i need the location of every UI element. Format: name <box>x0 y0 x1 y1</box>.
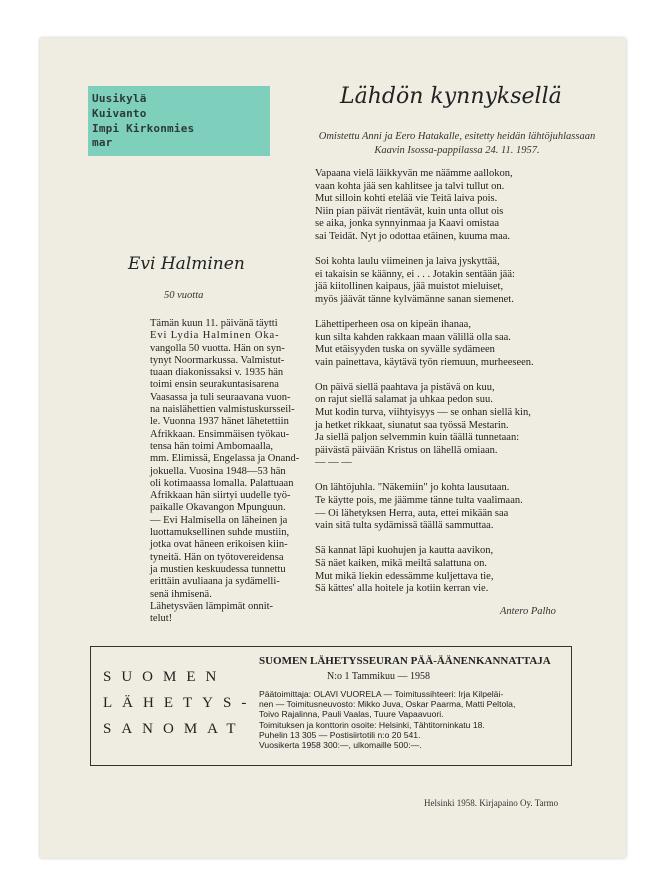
article-line: toimi ensin seurakuntasisarena <box>150 379 279 391</box>
poem-title: Lähdön kynnyksellä <box>340 84 562 109</box>
poem-line: jää kiitollinen kaipaus, jää muistot mieluiset, <box>315 281 504 293</box>
poem-line: Mut mikä liekin edessämme kuljettava tie, <box>315 570 494 582</box>
masthead-info-line: Puhelin 13 305 — Postisiirtotili n:o 20 541. <box>259 729 421 740</box>
masthead-name-line: LÄHETYS- <box>103 695 257 711</box>
article-line: jotka ovat häneen erikoisen kiin- <box>150 539 288 551</box>
printer-footer: Helsinki 1958. Kirjapaino Oy. Tarmo <box>424 798 559 808</box>
masthead-name-line: SUOMEN <box>103 669 227 685</box>
article-line: vangolla 50 vuotta. Hän on syn- <box>150 342 285 354</box>
poem-line: On lähtöjuhla. "Näkemiin" jo kohta lausutaan. <box>315 482 510 494</box>
poem-line: Mut silloin kohti etelää vie Teitä laiva pois. <box>315 193 498 205</box>
poem-line: Sä näet kaiken, mikä meiltä salattuna on. <box>315 557 488 569</box>
poem-line: Mut kodin turva, viihtyisyys — se onhan siellä kin, <box>315 407 531 418</box>
poem-line: myös jäävät tänne kylvämänne sanan siemenet. <box>315 293 514 305</box>
poem-line: Vapaana vielä läikkyvän me näämme aallokon, <box>315 168 513 179</box>
poem-stanza <box>315 545 615 595</box>
poem-line: Niin pian päivät rientävät, kuin unta ollut ois <box>315 205 504 217</box>
poem-line: sai Teidät. Nyt jo odottaa etäinen, kuuma maa. <box>315 230 511 242</box>
address-line: Impi Kirkonmies <box>92 122 195 135</box>
article-line: telut! <box>150 613 173 625</box>
poem-line: On päivä siellä paahtava ja pistävä on kuu, <box>315 381 495 393</box>
article-line: Vaasassa ja tuli seuraavana vuon- <box>150 391 291 403</box>
masthead-issue: N:o 1 Tammikuu — 1958 <box>327 671 431 682</box>
poem-body <box>315 168 615 608</box>
poem-stanza <box>315 256 615 306</box>
article-line: tensa hän toimi Ambomaalla, <box>150 440 274 452</box>
article-line: Afrikkaan hän siirtyi uudelle työ- <box>150 490 291 502</box>
poem-line: kun silta kahden rakkaan maan välillä olla saa. <box>315 331 511 343</box>
poem-line: Lähettiperheen osa on kipeän ihanaa, <box>315 318 471 330</box>
article-line: Afrikkaan. Ensimmäisen työkau- <box>150 428 290 440</box>
poem-line: ei takaisin se käänny, ei . . . Jotakin sentään jää: <box>315 268 515 280</box>
article-line: ja mustien keskuudessa tunnettu <box>150 563 286 575</box>
poem-line: Mut etäisyyden tuska on syvälle sydämeen <box>315 344 495 356</box>
masthead-info-line: Toivo Rajalinna, Pauli Vaalas, Tuure Vapaavuori. <box>259 709 444 720</box>
article-line: jokuella. Vuosina 1948—53 hän <box>150 465 286 477</box>
masthead-info-line: Vuosikerta 1958 300:—, ulkomaille 500:—. <box>259 740 422 751</box>
poem-line: vain painettava, käytävä työn riemuun, murheeseen. <box>315 356 534 368</box>
poem-line: vain sitä tulta sydämissä täällä sammuttaa. <box>315 520 494 532</box>
poem-dedication: Omistettu Anni ja Eero Hatakalle, esitetty heidän lähtöjuhlassaan Kaavin Isossa-pappilassa 24. 11. 1957. <box>318 131 596 156</box>
poem-stanza <box>315 168 615 244</box>
address-line: mar <box>92 136 113 149</box>
address-label <box>88 86 270 156</box>
poem-stanza <box>315 319 615 369</box>
masthead-heading: SUOMEN LÄHETYSSEURAN PÄÄ-ÄÄNENKANNATTAJA <box>259 655 551 667</box>
article-line: erittäin avuliaana ja sydämelli- <box>150 576 280 588</box>
masthead-info-line: Toimituksen ja konttorin osoite: Helsinki, Tähtitorninkatu 18. <box>259 719 485 730</box>
poem-line: vaan kohta jää sen kahlitsee ja talvi tullut on. <box>315 180 505 192</box>
article-line: luottamuksellinen suhde mustiin, <box>150 527 290 539</box>
poem-line: päivästä päivään Kristus on lähellä omiaan. <box>315 444 498 456</box>
poem-line: ja hetket rikkaat, siunatut saa työssä Mestarin. <box>315 419 509 431</box>
article-line: paikalle Okavangon Mpunguun. <box>150 502 286 514</box>
article-line: senä ihmisenä. <box>150 588 212 600</box>
masthead-info <box>259 689 569 750</box>
article-line: Lähetysväen lämpimät onnit- <box>150 600 274 612</box>
article-line: — Evi Halmisella on läheinen ja <box>150 514 288 526</box>
poem-line: — — — <box>315 457 352 469</box>
poem-stanza <box>315 482 615 532</box>
poem-line: Sä kättes' alla hoitele ja kotiin kerran vie. <box>315 583 489 595</box>
poem-line: Sä kannat läpi kuohujen ja kautta aavikon, <box>315 545 494 557</box>
masthead-box <box>90 646 572 766</box>
article-line: le. Vuonna 1937 hänet lähetettiin <box>150 416 289 428</box>
poem-line: on rajut siellä salamat ja uhkaa pedon suu. <box>315 394 493 406</box>
article-subtitle: 50 vuotta <box>164 290 204 301</box>
poem-line: Te käytte pois, me jäämme tänne tulta vaalimaan. <box>315 495 523 507</box>
article-line: mm. Elimissä, Engelassa ja Onand- <box>150 453 300 465</box>
article-line: na naislähettien valmistuskursseil- <box>150 404 295 416</box>
article-line: tyneitä. Hän on työtovereidensa <box>150 551 284 563</box>
article-body <box>150 318 300 625</box>
address-line: Uusikylä <box>92 92 147 105</box>
article-line: tuaan diakonissaksi v. 1935 hän <box>150 367 284 379</box>
address-line: Kuivanto <box>92 107 147 120</box>
article-line: oli kotimaassa lomalla. Palattuaan <box>150 477 294 489</box>
masthead-info-line: nen — Toimitusneuvosto: Mikko Juva, Oskar Paarma, Matti Peltola, <box>259 699 516 710</box>
poem-line: se aika, jonka synnyinmaa ja Kaavi omistaa <box>315 218 499 230</box>
article-title: Evi Halminen <box>128 254 245 274</box>
poem-line: Soi kohta laulu viimeinen ja laiva jyskyttää, <box>315 256 500 268</box>
poem-line: Ja siellä paljon selvemmin kuin täällä tunnetaan: <box>315 432 520 444</box>
poem-author: Antero Palho <box>500 606 556 617</box>
article-line: Evi Lydia Halminen Oka- <box>150 330 280 342</box>
article-line: tynyt Noormarkussa. Valmistut- <box>150 354 285 366</box>
masthead-info-line: Päätoimittaja: OLAVI VUORELA — Toimitussihteeri: Irja Kilpeläi- <box>259 689 504 699</box>
poem-line: — Oi lähetyksen Herra, auta, ettei mikään saa <box>315 507 509 519</box>
masthead-name-line: SANOMAT <box>103 721 246 737</box>
article-line: Tämän kuun 11. päivänä täytti <box>150 318 278 329</box>
poem-stanza <box>315 382 615 470</box>
